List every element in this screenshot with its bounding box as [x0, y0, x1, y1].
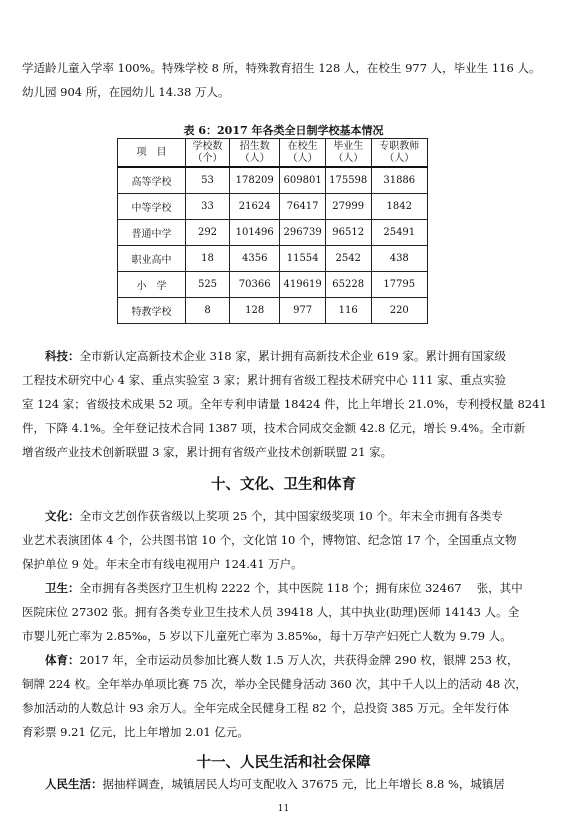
health-paragraph-line-2: 医院床位 27302 张。拥有各类专业卫生技术人员 39418 人，其中执业(助理)医师 14143 人。全 [22, 605, 520, 619]
culture-paragraph-line-2: 业艺术表演团体 4 个，公共图书馆 10 个，文化馆 10 个，博物馆、纪念馆 17 个，全国重点文物 [22, 533, 517, 547]
science-paragraph-line-2: 工程技术研究中心 4 家、重点实验室 3 家；累计拥有省级工程技术研究中心 111 家、重点实验 [22, 373, 507, 387]
table-row [118, 194, 428, 220]
science-paragraph-line-3: 室 124 家；省级技术成果 52 项。全年专利申请量 18424 件，比上年增长 21.0%，专利授权量 8241 [22, 397, 547, 411]
row-label: 普通中学 [118, 220, 186, 246]
table-cell: 296739 [280, 220, 326, 246]
table-cell: 101496 [230, 220, 280, 246]
science-label: 科技： [45, 349, 80, 363]
science-paragraph-line-1 [22, 344, 548, 369]
table-cell: 11554 [280, 246, 326, 272]
living-label: 人民生活： [45, 777, 103, 791]
table-row [118, 220, 428, 246]
health-paragraph-line-1 [22, 576, 548, 601]
header-enrollment: 招生数 （人） [230, 139, 280, 168]
page-number: 11 [277, 804, 290, 814]
table-cell: 70366 [230, 272, 280, 298]
table-row [118, 167, 428, 194]
living-paragraph-line-1 [22, 772, 548, 797]
table-row [118, 272, 428, 298]
health-text: 全市拥有各类医疗卫生机构 2222 个，其中医院 118 个；拥有床位 32467 张，其中 [79, 581, 523, 595]
science-paragraph-line-4: 件，下降 4.1%。全年登记技术合同 1387 项，技术合同成交金额 42.8 亿元，增长 9.4%。全市新 [22, 421, 526, 435]
table-cell: 175598 [325, 167, 371, 194]
table-cell: 18 [185, 246, 229, 272]
sports-label: 体育： [45, 653, 80, 667]
table-cell: 17795 [371, 272, 428, 298]
science-text: 全市新认定高新技术企业 318 家，累计拥有高新技术企业 619 家。累计拥有国家级 [79, 349, 507, 363]
table-cell: 1842 [371, 194, 428, 220]
table-row [118, 298, 428, 324]
table-cell: 53 [185, 167, 229, 194]
intro-paragraph-line-1: 学适龄儿童入学率 100%。特殊学校 8 所，特殊教育招生 128 人，在校生 977 人，毕业生 116 人。 [22, 61, 541, 75]
table-cell: 33 [185, 194, 229, 220]
table-cell: 4356 [230, 246, 280, 272]
intro-paragraph-line-2: 幼儿园 904 所，在园幼儿 14.38 万人。 [22, 85, 230, 99]
table-cell: 21624 [230, 194, 280, 220]
health-paragraph-line-3: 市婴儿死亡率为 2.85‰，5 岁以下儿童死亡率为 3.85‰，每十万孕产妇死亡人数为 9.79 人。 [22, 629, 512, 643]
table-title: 表 6：2017 年各类全日制学校基本情况 [183, 124, 384, 137]
header-school-count: 学校数 （个） [185, 139, 229, 168]
table-cell: 977 [280, 298, 326, 324]
row-label: 特教学校 [118, 298, 186, 324]
table-cell: 76417 [280, 194, 326, 220]
table-cell: 25491 [371, 220, 428, 246]
row-label: 小 学 [118, 272, 186, 298]
culture-text: 全市文艺创作获省级以上奖项 25 个，其中国家级奖项 10 个。年末全市拥有各类专 [79, 509, 503, 523]
table-cell: 609801 [280, 167, 326, 194]
sports-paragraph-line-2: 铜牌 224 枚。全年举办单项比赛 75 次，举办全民健身活动 360 次，其中千人以上的活动 48 次， [22, 677, 527, 691]
culture-paragraph-line-3: 保护单位 9 处。年末全市有线电视用户 124.41 万户。 [22, 557, 303, 571]
living-text: 据抽样调查，城镇居民人均可支配收入 37675 元，比上年增长 8.8 %，城镇居 [102, 777, 505, 791]
section-heading-living-social-security: 十一、人民生活和社会保障 [196, 754, 371, 771]
sports-text: 2017 年，全市运动员参加比赛人数 1.5 万人次，共获得金牌 290 枚，银牌 253 枚， [79, 653, 519, 667]
sports-paragraph-line-3: 参加活动的人数总计 93 余万人。全年完成全民健身工程 82 个，总投资 385 万元。全年发行体 [22, 701, 510, 715]
header-students: 在校生 （人） [280, 139, 326, 168]
header-item: 项 目 [118, 139, 186, 168]
table-cell: 31886 [371, 167, 428, 194]
row-label: 职业高中 [118, 246, 186, 272]
table-cell: 116 [325, 298, 371, 324]
table-cell: 65228 [325, 272, 371, 298]
header-graduates: 毕业生 （人） [325, 139, 371, 168]
table-cell: 292 [185, 220, 229, 246]
row-label: 中等学校 [118, 194, 186, 220]
school-statistics-table [117, 138, 428, 324]
science-paragraph-line-5: 增省级产业技术创新联盟 3 家，累计拥有省级产业技术创新联盟 21 家。 [22, 445, 393, 459]
table-cell: 220 [371, 298, 428, 324]
table-cell: 27999 [325, 194, 371, 220]
table-cell: 128 [230, 298, 280, 324]
section-heading-culture-health-sports: 十、文化、卫生和体育 [211, 476, 356, 493]
table-header-row [118, 139, 428, 168]
table-cell: 178209 [230, 167, 280, 194]
table-row [118, 246, 428, 272]
table-cell: 419619 [280, 272, 326, 298]
table-cell: 525 [185, 272, 229, 298]
row-label: 高等学校 [118, 167, 186, 194]
culture-paragraph-line-1 [22, 504, 548, 529]
sports-paragraph-line-1 [22, 648, 548, 673]
culture-label: 文化： [45, 509, 80, 523]
table-cell: 8 [185, 298, 229, 324]
table-cell: 438 [371, 246, 428, 272]
sports-paragraph-line-4: 育彩票 9.21 亿元，比上年增加 2.01 亿元。 [22, 725, 249, 739]
health-label: 卫生： [45, 581, 80, 595]
table-cell: 96512 [325, 220, 371, 246]
table-cell: 2542 [325, 246, 371, 272]
header-teachers: 专职教师 （人） [371, 139, 428, 168]
